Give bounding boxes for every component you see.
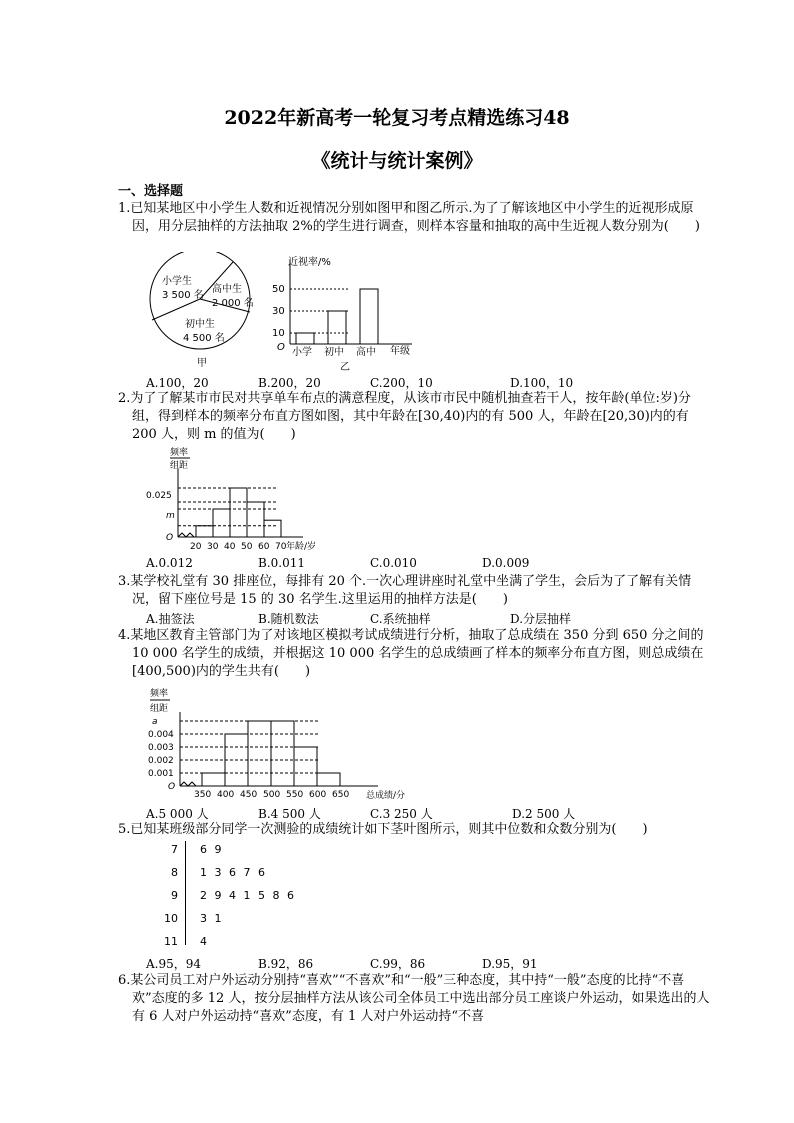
stem-leaf-divider bbox=[185, 841, 186, 945]
q2-xlabel: 年龄/岁 bbox=[286, 542, 317, 552]
bar-3 bbox=[360, 289, 378, 344]
q2-ylabel-top: 频率 bbox=[170, 448, 189, 458]
hist-x-tick: 70 bbox=[275, 542, 287, 552]
q1-option-d[interactable]: D.100，10 bbox=[510, 376, 574, 390]
question-2: 2.为了了解某市市民对共享单车布点的满意程度，从该市市民中随机抽查若干人，按年龄(单位:岁)分组，得到样本的频率分布直方图如图，其中年龄在[30,40)内的有 500 人，年龄在[20,30)内的有 200 人，则 m 的值为( ) bbox=[118, 391, 691, 442]
section-heading: 一、选择题 bbox=[118, 184, 184, 199]
bar-ytick: 50 bbox=[272, 284, 285, 295]
q4-origin: O bbox=[168, 782, 176, 792]
bar-category-label: 小学 bbox=[292, 347, 312, 358]
q1-figures bbox=[140, 252, 460, 374]
q5-option-b[interactable]: B.92，86 bbox=[258, 957, 314, 971]
q3-option-b[interactable]: B.随机数法 bbox=[258, 612, 319, 626]
q4-ytick-0004: 0.004 bbox=[148, 730, 174, 740]
hist-x-tick: 550 bbox=[286, 790, 304, 800]
question-1: 1.已知某地区中小学生人数和近视情况分别如图甲和图乙所示.为了了解该地区中小学生的近视形成原因，用分层抽样的方法抽取 2%的学生进行调查，则样本容量和抽取的高中生近视人数分别为( ) bbox=[118, 201, 700, 234]
stem-value: 7 bbox=[171, 843, 178, 856]
pie-count-high: 2 000 名 bbox=[212, 298, 254, 309]
q1-option-c[interactable]: C.200，10 bbox=[370, 376, 433, 390]
q4-ytick-0001: 0.001 bbox=[148, 769, 174, 779]
leaf-values: 3 1 bbox=[200, 912, 224, 925]
pie-count-middle: 4 500 名 bbox=[183, 333, 225, 344]
page-subtitle: 《统计与统计案例》 bbox=[311, 150, 483, 172]
stem-leaf-row bbox=[158, 889, 296, 912]
hist-bar-1 bbox=[202, 773, 225, 786]
hist-x-tick: 500 bbox=[263, 790, 281, 800]
bar-xlabel: 年级 bbox=[390, 346, 410, 357]
q1-pie-chart bbox=[150, 252, 254, 369]
q2-origin: O bbox=[166, 533, 174, 543]
pie-caption: 甲 bbox=[197, 358, 207, 369]
q2-options bbox=[146, 556, 529, 570]
q4-xlabel: 总成绩/分 bbox=[366, 791, 406, 800]
hist-x-tick: 30 bbox=[207, 542, 219, 552]
q3-options bbox=[146, 610, 571, 627]
hist-x-tick: 400 bbox=[217, 790, 235, 800]
question-5: 5.已知某班级部分同学一次测验的成绩统计如下茎叶图所示，则其中位数和众数分别为( ) bbox=[118, 822, 648, 837]
bar-category-label: 初中 bbox=[324, 347, 344, 358]
q4-options bbox=[146, 805, 575, 822]
hist-bar-5 bbox=[294, 747, 317, 786]
stem-value: 11 bbox=[164, 935, 178, 948]
stem-value: 10 bbox=[164, 912, 178, 925]
q4-option-a[interactable]: A.5 000 人 bbox=[146, 807, 209, 821]
q5-options bbox=[146, 955, 538, 972]
page-title: 2022年新高考一轮复习考点精选练习48 bbox=[224, 107, 570, 129]
q2-ytick-0025: 0.025 bbox=[146, 491, 172, 501]
leaf-values: 4 bbox=[200, 935, 209, 948]
pie-count-primary: 3 500 名 bbox=[162, 290, 204, 301]
q4-ytick-0003: 0.003 bbox=[148, 743, 174, 753]
bar-origin: O bbox=[277, 342, 285, 353]
hist-x-tick: 600 bbox=[309, 790, 327, 800]
hist-x-tick: 60 bbox=[258, 542, 270, 552]
hist-x-tick: 650 bbox=[332, 790, 350, 800]
q5-option-c[interactable]: C.99，86 bbox=[370, 957, 426, 971]
q1-option-b[interactable]: B.200，20 bbox=[258, 376, 321, 390]
question-6: 6.某公司员工对户外运动分别持“喜欢”“不喜欢”和“一般”三种态度，其中持“一般”态度的比持“不喜欢”态度的多 12 人，按分层抽样方法从该公司全体员工中选出部分员工座谈户外运动，如果选出的人有 6 人对户外运动持“喜欢”态度，有 1 人对户外运动持“不喜 bbox=[118, 973, 710, 1024]
hist-x-tick: 450 bbox=[240, 790, 258, 800]
q1-option-a[interactable]: A.100，20 bbox=[146, 376, 209, 390]
q4-ytick-0002: 0.002 bbox=[148, 756, 174, 766]
stem-leaf-row bbox=[158, 843, 296, 866]
bar-1 bbox=[296, 333, 314, 344]
q4-ylabel-bottom: 组距 bbox=[150, 704, 169, 714]
q2-ylabel-bottom: 组距 bbox=[170, 461, 189, 471]
question-3: 3.某学校礼堂有 30 排座位，每排有 20 个.一次心理讲座时礼堂中坐满了学生，会后为了了解有关情况，留下座位号是 15 的 30 名学生.这里运用的抽样方法是( ) bbox=[118, 574, 692, 607]
q5-stem-leaf-plot bbox=[158, 843, 296, 958]
q2-ytick-m: m bbox=[166, 511, 175, 521]
q1-bar-chart bbox=[272, 255, 412, 373]
bar-category-label: 高中 bbox=[356, 347, 376, 358]
q3-option-c[interactable]: C.系统抽样 bbox=[370, 612, 431, 626]
hist-bar-1 bbox=[196, 526, 213, 537]
hist-bar-4 bbox=[247, 502, 264, 537]
stem-value: 8 bbox=[171, 866, 178, 879]
q2-option-d[interactable]: D.0.009 bbox=[482, 556, 530, 570]
pie-label-primary: 小学生 bbox=[162, 276, 192, 287]
hist-x-tick: 40 bbox=[224, 542, 236, 552]
axis-break-mark bbox=[180, 782, 196, 786]
q3-option-d[interactable]: D.分层抽样 bbox=[510, 612, 572, 626]
q4-ytick-a: a bbox=[152, 717, 158, 727]
stem-value: 9 bbox=[171, 889, 178, 902]
q2-option-c[interactable]: C.0.010 bbox=[370, 556, 417, 570]
hist-x-tick: 350 bbox=[194, 790, 212, 800]
bar-2 bbox=[328, 311, 346, 344]
q5-option-a[interactable]: A.95，94 bbox=[146, 957, 202, 971]
q4-option-d[interactable]: D.2 500 人 bbox=[512, 807, 576, 821]
hist-bar-4 bbox=[271, 721, 294, 786]
q4-histogram bbox=[138, 686, 418, 800]
hist-x-tick: 20 bbox=[190, 542, 202, 552]
q5-option-d[interactable]: D.95，91 bbox=[482, 957, 538, 971]
q2-histogram bbox=[138, 445, 338, 553]
pie-label-high: 高中生 bbox=[212, 284, 242, 295]
stem-leaf-row bbox=[158, 912, 296, 935]
q4-option-b[interactable]: B.4 500 人 bbox=[258, 807, 321, 821]
bar-ylabel: 近视率/% bbox=[288, 257, 331, 268]
leaf-values: 6 9 bbox=[200, 843, 224, 856]
leaf-values: 2 9 4 1 5 8 6 bbox=[200, 889, 296, 902]
hist-bar-5 bbox=[264, 520, 281, 537]
q4-ylabel-top: 频率 bbox=[150, 689, 169, 699]
hist-bar-6 bbox=[317, 773, 340, 786]
hist-x-tick: 50 bbox=[241, 542, 253, 552]
hist-bar-3 bbox=[248, 721, 271, 786]
q3-option-a[interactable]: A.抽签法 bbox=[146, 612, 195, 626]
pie-divider-3 bbox=[152, 299, 200, 320]
bar-ytick: 30 bbox=[272, 306, 285, 317]
question-4: 4.某地区教育主管部门为了对该地区模拟考试成绩进行分析，抽取了总成绩在 350 分到 650 分之间的 10 000 名学生的成绩，并根据这 10 000 名学生的总成绩画了样本的频率分布直方图，则总成绩在[400,500)内的学生共有( ) bbox=[118, 628, 704, 679]
stem-leaf-row bbox=[158, 866, 296, 889]
q2-option-a[interactable]: A.0.012 bbox=[146, 556, 193, 570]
hist-bar-3 bbox=[230, 488, 247, 537]
axis-break-mark bbox=[178, 533, 194, 537]
hist-bar-2 bbox=[213, 509, 230, 537]
leaf-values: 1 3 6 7 6 bbox=[200, 866, 267, 879]
bar-caption: 乙 bbox=[340, 362, 350, 373]
bar-ytick: 10 bbox=[272, 328, 285, 339]
q2-option-b[interactable]: B.0.011 bbox=[258, 556, 305, 570]
pie-label-middle: 初中生 bbox=[185, 319, 215, 330]
q1-options bbox=[146, 374, 573, 391]
q4-option-c[interactable]: C.3 250 人 bbox=[370, 807, 433, 821]
